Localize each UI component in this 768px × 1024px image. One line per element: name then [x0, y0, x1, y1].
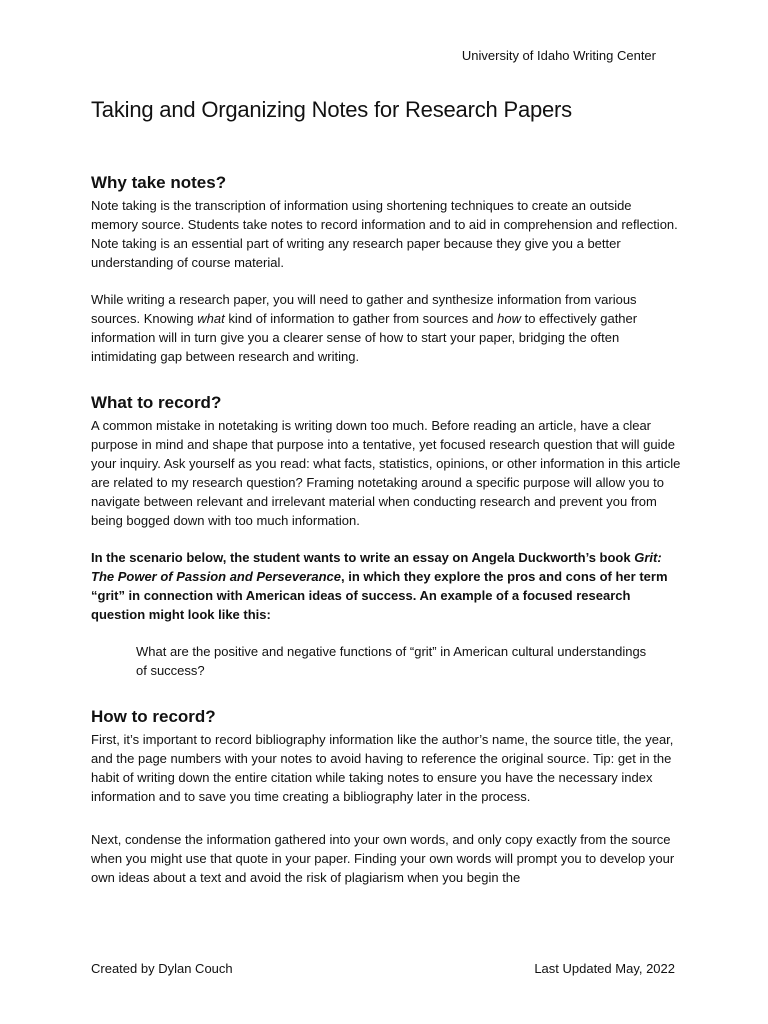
why-p2-emphasis-what: what [197, 311, 225, 326]
what-paragraph-1: A common mistake in notetaking is writing down too much. Before reading an article, have a clear purpose in mind and shape that purpose into a tentative, yet focused research question that will guide your inquiry. Ask yourself as you read: what facts, statistics, opinions, or other information in this article are related to my research question? Framing notetaking around a specific purpose will allow you to navigate between relevant and irrelevant material when conducting research and prevent you from being bogged down with too much information. [91, 418, 681, 528]
document-body [91, 172, 681, 887]
what-p2-book-title: Grit: The Power of Passion and Perseverance [91, 550, 662, 584]
what-p2-text-a: In the scenario below, the student wants to write an essay on Angela Duckworth’s book [91, 550, 635, 565]
footer-updated: Last Updated May, 2022 [534, 961, 675, 976]
why-p2-text-c: to effectively gather information will in turn give you a clearer sense of how to start your paper, bridging the often intimidating gap between research and writing. [91, 311, 638, 364]
footer-author: Created by Dylan Couch [91, 961, 233, 976]
page-title: Taking and Organizing Notes for Research Papers [91, 97, 572, 122]
why-p2-emphasis-how: how [497, 311, 521, 326]
what-p2-text-b: , in which they explore the pros and cons of her term “grit” in connection with American ideas of success. An example of a focused research question might look like this: [91, 569, 668, 622]
research-question-quote: What are the positive and negative functions of “grit” in American cultural understandings of success? [136, 644, 647, 678]
why-paragraph-2 [91, 290, 681, 366]
what-paragraph-2 [91, 548, 681, 624]
page-footer [91, 961, 675, 977]
section-heading-why: Why take notes? [91, 173, 227, 192]
why-p2-text-a: While writing a research paper, you will need to gather and synthesize information from various sources. Knowing [91, 292, 637, 326]
section-heading-how: How to record? [91, 707, 216, 726]
section-heading-what: What to record? [91, 393, 222, 412]
why-p2-text-b: kind of information to gather from sources and [224, 311, 498, 326]
how-paragraph-1: First, it’s important to record bibliography information like the author’s name, the source title, the year, and the page numbers with your notes to avoid having to reference the original source. Tip: get in the habit of writing down the entire citation while taking notes to ensure you have the necessary index information and to save you time creating a bibliography later in the process. [91, 732, 674, 804]
header-institution: University of Idaho Writing Center [461, 48, 656, 63]
how-paragraph-2: Next, condense the information gathered into your own words, and only copy exactly from the source when you might use that quote in your paper. Finding your own words will prompt you to develop your own ideas about a text and avoid the risk of plagiarism when you begin the [91, 832, 675, 885]
why-paragraph-1: Note taking is the transcription of information using shortening techniques to create an outside memory source. Students take notes to record information and to aid in comprehension and reflection. Note taking is an essential part of writing any research paper because they give you a better understanding of course material. [91, 198, 678, 270]
